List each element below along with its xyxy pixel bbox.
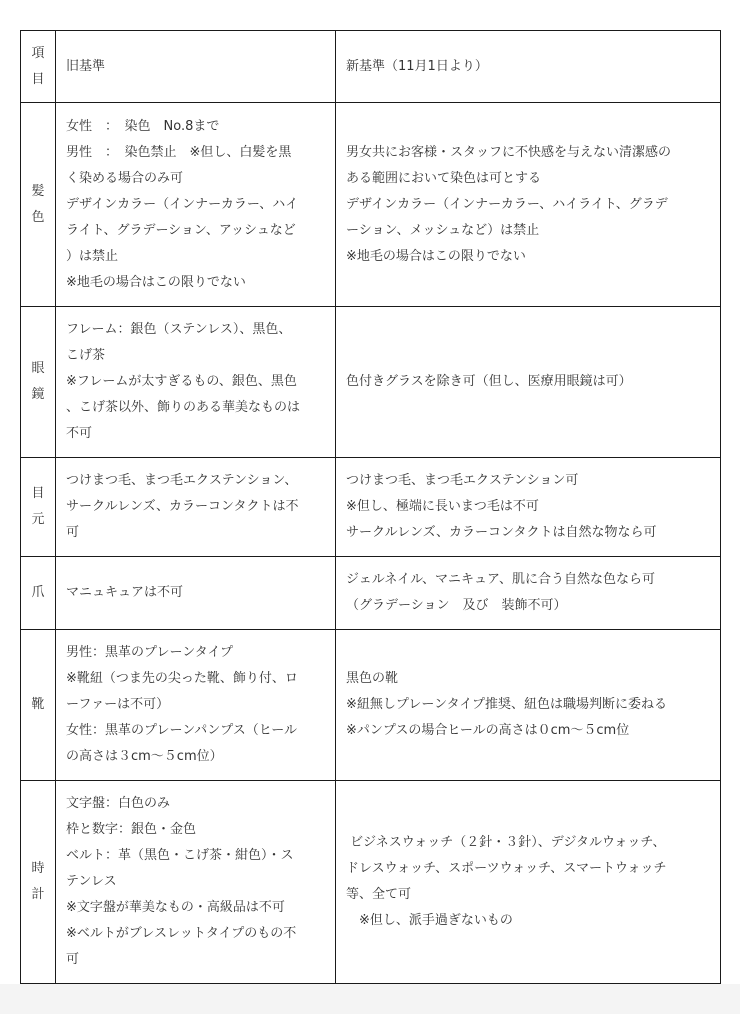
- old-standard-line: ライト、グラデーション、アッシュなど: [66, 222, 296, 238]
- new-standard-line: （グラデーション 及び 装飾不可）: [346, 598, 567, 613]
- new-standard-cell: [336, 557, 721, 630]
- header-item-char: 項: [31, 45, 45, 61]
- table-row: [21, 307, 721, 458]
- new-standard-line: ジェルネイル、マニキュア、肌に合う自然な色なら可: [346, 572, 656, 587]
- item-cell: [21, 557, 56, 630]
- new-standard-line: 等、全て可: [346, 887, 412, 902]
- old-standard-cell: [56, 307, 336, 458]
- header-item-char: 目: [31, 71, 45, 87]
- new-standard-cell: [336, 781, 721, 984]
- old-standard-cell: [56, 781, 336, 984]
- old-standard-line: つけまつ毛、まつ毛エクステンション、: [66, 473, 298, 488]
- table-row: [21, 630, 721, 781]
- item-label-char: 目: [31, 486, 45, 501]
- old-standard-line: ※フレームが太すぎるもの、銀色、黒色: [66, 374, 297, 389]
- header-item-cell: [21, 31, 56, 103]
- old-standard-line: ※地毛の場合はこの限りでない: [66, 274, 246, 290]
- new-standard-cell: [336, 307, 721, 458]
- new-standard-line: 黒色の靴: [346, 671, 399, 686]
- old-standard-line: サークルレンズ、カラーコンタクトは不: [66, 499, 299, 514]
- new-standard-line: ※紐無しプレーンタイプ推奨、紐色は職場判断に委ねる: [346, 697, 667, 712]
- old-standard-cell: [56, 630, 336, 781]
- item-label-char: 元: [31, 512, 45, 527]
- new-standard-line: サークルレンズ、カラーコンタクトは自然な物なら可: [346, 525, 657, 540]
- old-standard-line: テンレス: [66, 874, 117, 889]
- old-standard-line: 枠と数字：銀色・金色: [66, 822, 197, 837]
- item-cell: [21, 458, 56, 557]
- old-standard-line: ※ベルトがブレスレットタイプのもの不: [66, 926, 297, 941]
- old-standard-line: く染める場合のみ可: [66, 170, 184, 186]
- old-standard-cell: [56, 458, 336, 557]
- new-standard-line: 男女共にお客様・スタッフに不快感を与えない清潔感の: [346, 144, 672, 160]
- old-standard-line: ーファーは不可）: [66, 697, 170, 712]
- old-standard-line: 男性：黒革のプレーンタイプ: [66, 645, 234, 660]
- header-old-cell: 旧基準: [56, 31, 336, 103]
- item-label-char: 時: [31, 861, 45, 876]
- old-standard-line: 、こげ茶以外、飾りのある華美なものは: [66, 400, 301, 415]
- new-standard-line: ビジネスウォッチ（２針・３針）、デジタルウォッチ、: [346, 835, 666, 850]
- new-standard-line: ドレスウォッチ、スポーツウォッチ、スマートウォッチ: [346, 861, 667, 876]
- old-standard-line: デザインカラー（インナーカラー、ハイ: [66, 196, 299, 212]
- old-standard-line: マニュキュアは不可: [66, 585, 184, 600]
- item-label-char: 鏡: [31, 387, 45, 402]
- old-standard-cell: [56, 557, 336, 630]
- table-row: [21, 103, 721, 307]
- table-row: [21, 557, 721, 630]
- old-standard-line: の高さは３cm〜５cm位）: [66, 749, 223, 764]
- old-standard-line: 女性 ： 染色 No.8まで: [66, 118, 220, 134]
- table-row: [21, 458, 721, 557]
- old-standard-line: 文字盤：白色のみ: [66, 796, 171, 811]
- item-label-char: 色: [31, 209, 45, 225]
- table-row: [21, 781, 721, 984]
- dress-code-table: [20, 30, 721, 984]
- new-standard-line: ※但し、極端に長いまつ毛は不可: [346, 499, 539, 514]
- old-standard-line: 男性 ： 染色禁止 ※但し、白髪を黒: [66, 144, 292, 160]
- header-row: [21, 31, 721, 103]
- item-label-char: 計: [31, 887, 45, 902]
- old-standard-line: ）は禁止: [66, 248, 119, 264]
- table-body: [21, 31, 721, 984]
- new-standard-cell: [336, 103, 721, 307]
- old-standard-line: フレーム：銀色（ステンレス）、黒色、: [66, 322, 292, 337]
- new-standard-line: ※パンプスの場合ヒールの高さは０cm〜５cm位: [346, 723, 630, 738]
- item-cell: [21, 103, 56, 307]
- new-standard-line: デザインカラー（インナーカラー、ハイライト、グラデ: [346, 196, 668, 212]
- new-standard-line: ※但し、派手過ぎないもの: [346, 913, 513, 928]
- new-standard-line: 色付きグラスを除き可（但し、医療用眼鏡は可）: [346, 374, 632, 389]
- new-standard-cell: [336, 630, 721, 781]
- item-cell: [21, 781, 56, 984]
- new-standard-cell: [336, 458, 721, 557]
- old-standard-line: ※靴紐（つま先の尖った靴、飾り付、ロ: [66, 671, 298, 686]
- old-standard-line: ベルト：革（黒色・こげ茶・紺色）・ス: [66, 848, 294, 863]
- item-label-char: 爪: [31, 585, 45, 600]
- item-label-char: 眼: [31, 361, 45, 376]
- old-standard-line: こげ茶: [66, 348, 106, 363]
- item-label-char: 髪: [31, 183, 45, 199]
- old-standard-line: 女性：黒革のプレーンパンプス（ヒール: [66, 723, 298, 738]
- new-standard-line: つけまつ毛、まつ毛エクステンション可: [346, 473, 579, 488]
- item-cell: [21, 307, 56, 458]
- item-cell: [21, 630, 56, 781]
- old-standard-line: 不可: [66, 426, 93, 441]
- new-standard-line: ーション、メッシュなど）は禁止: [346, 222, 540, 238]
- old-standard-cell: [56, 103, 336, 307]
- new-standard-line: ※地毛の場合はこの限りでない: [346, 248, 526, 264]
- item-label-char: 靴: [31, 697, 45, 712]
- old-standard-line: 可: [66, 525, 80, 540]
- old-standard-line: 可: [66, 952, 80, 967]
- new-standard-line: ある範囲において染色は可とする: [346, 170, 542, 186]
- old-standard-line: ※文字盤が華美なもの・高級品は不可: [66, 900, 285, 915]
- header-new-cell: 新基準（11月1日より）: [336, 31, 721, 103]
